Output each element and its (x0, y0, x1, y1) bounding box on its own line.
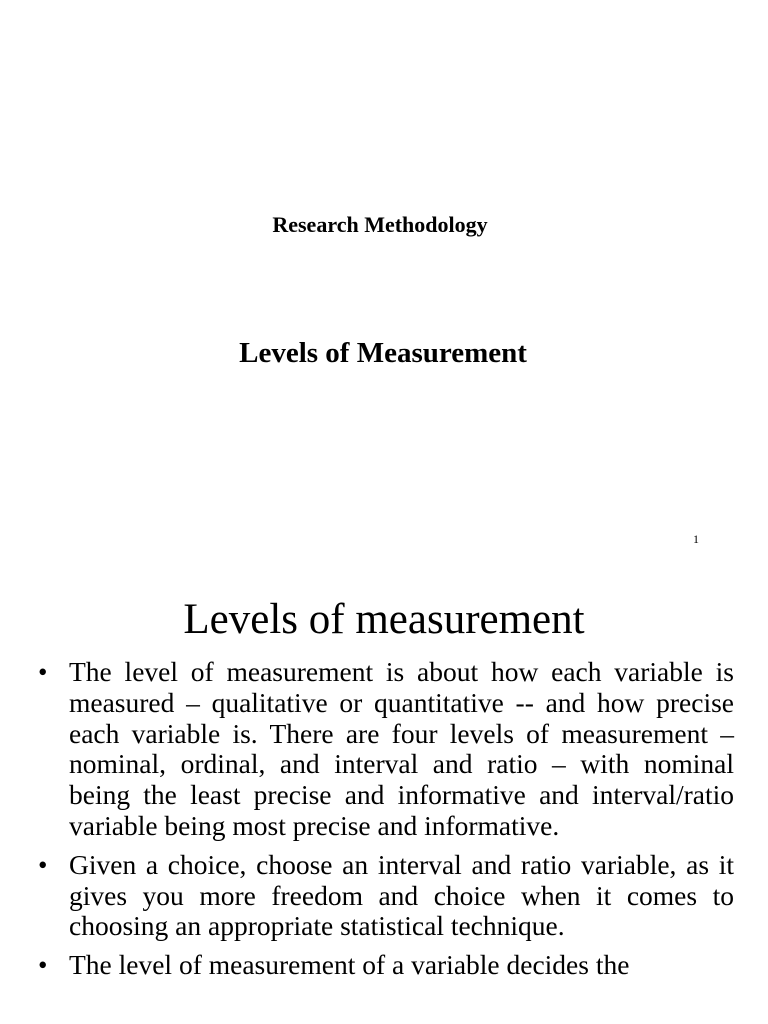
bullet-marker: • (38, 849, 48, 880)
slide-title: Levels of Measurement (239, 337, 527, 369)
bullet-marker: • (38, 950, 48, 981)
slide-heading: Levels of measurement (183, 596, 585, 643)
bullet-item (36, 950, 734, 981)
bullet-marker: • (38, 657, 48, 687)
page-number: 1 (693, 532, 699, 546)
bullet-item (36, 850, 734, 942)
bullet-text: Given a choice, choose an interval and ratio variable, as it gives you more freedom and choice when it comes to choosing an appropriate statistical technique. (69, 848, 734, 942)
bullet-text: The level of measurement of a variable decides the (69, 949, 630, 981)
slide-2 (0, 576, 768, 1024)
course-subject: Research Methodology (272, 212, 488, 237)
bullet-item (36, 657, 734, 842)
bullet-text: The level of measurement is about how each variable is measured – qualitative or quantitative -- and how precise each variable is. There are four levels of measurement – nominal, ordinal, and interval and ratio – with nominal being the least precise and informative and interval/ratio variable being most precise and informative. (69, 656, 734, 841)
bullet-list (36, 657, 734, 989)
